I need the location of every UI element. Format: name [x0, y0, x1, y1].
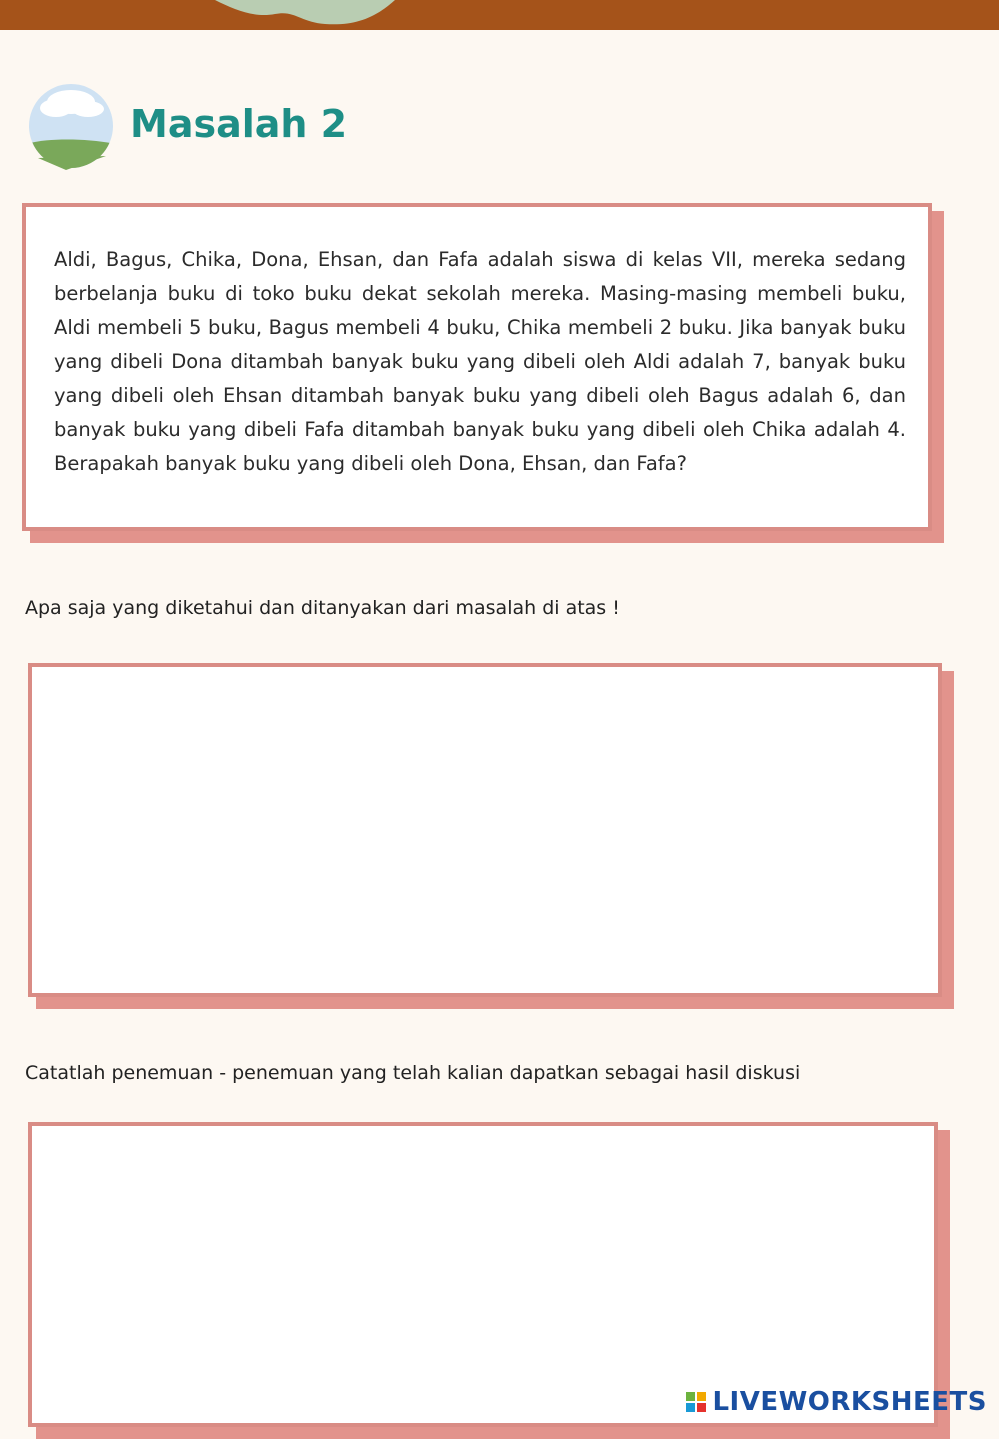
top-decorative-band: [0, 0, 999, 30]
page-title: Masalah 2: [130, 102, 348, 146]
card-panel: [28, 663, 942, 997]
answer-box-1: [28, 663, 942, 997]
question-1-prompt: Apa saja yang diketahui dan ditanyakan dari masalah di atas !: [25, 597, 620, 619]
brand-wordmark: LIVEWORKSHEETS: [712, 1387, 987, 1417]
problem-card: [22, 203, 932, 531]
problem-text: Aldi, Bagus, Chika, Dona, Ehsan, dan Fafa adalah siswa di kelas VII, mereka sedang berbelanja buku di toko buku dekat sekolah mereka. Masing-masing membeli buku, Aldi membeli 5 buku, Bagus membeli 4 buku, Chika membeli 2 buku. Jika banyak buku yang dibeli Dona ditambah banyak buku yang dibeli oleh Aldi adalah 7, banyak buku yang dibeli oleh Ehsan ditambah banyak buku yang dibeli oleh Bagus adalah 6, dan banyak buku yang dibeli Fafa ditambah banyak buku yang dibeli oleh Chika adalah 4. Berapakah banyak buku yang dibeli oleh Dona, Ehsan, dan Fafa?: [54, 248, 906, 475]
card-panel: [22, 203, 932, 531]
liveworksheets-logo[interactable]: [686, 1386, 987, 1418]
answer-1-input[interactable]: [44, 679, 926, 981]
answer-box-2: [28, 1122, 938, 1427]
card-panel: [28, 1122, 938, 1427]
liveworksheets-grid-icon: [686, 1392, 706, 1412]
cloud-landscape-icon: [26, 82, 116, 174]
decorative-map-icon: [205, 0, 405, 30]
answer-2-input[interactable]: [44, 1138, 922, 1411]
question-2-prompt: Catatlah penemuan - penemuan yang telah kalian dapatkan sebagai hasil diskusi: [25, 1062, 801, 1084]
